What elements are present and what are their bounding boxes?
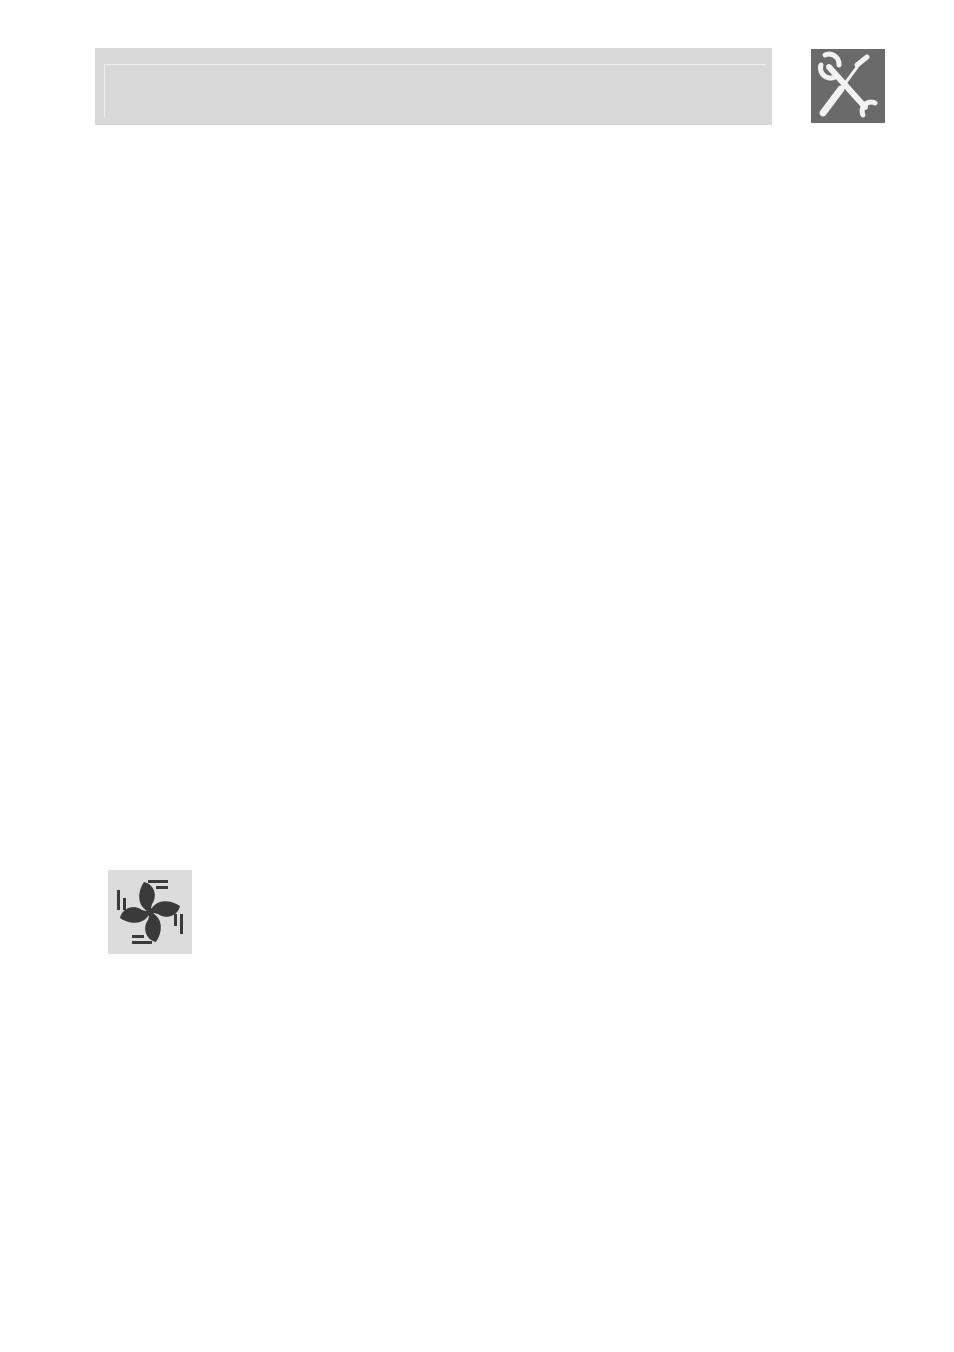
ventilation-fan-icon bbox=[108, 870, 192, 954]
section-heading bbox=[210, 842, 260, 868]
header-inner-frame bbox=[104, 64, 767, 117]
tools-icon bbox=[811, 49, 885, 123]
